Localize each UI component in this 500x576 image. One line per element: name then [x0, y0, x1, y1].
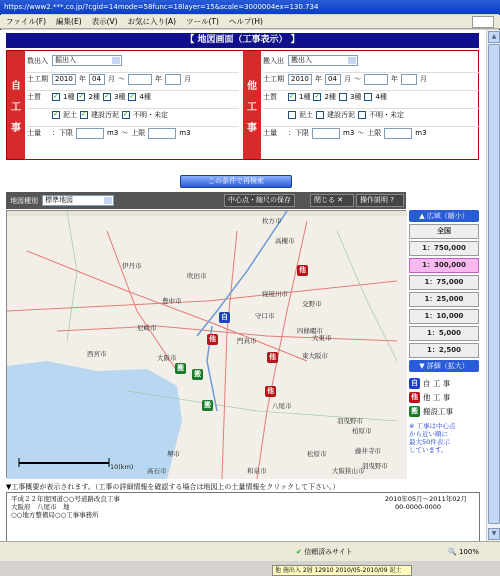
city-label: 豊中市	[162, 297, 182, 305]
start-year-input[interactable]: 2010	[288, 74, 312, 85]
end-month-input[interactable]	[165, 74, 181, 85]
filter-row-label: 土量	[27, 129, 41, 137]
max-volume-input[interactable]	[384, 128, 412, 139]
soil-checkbox-label: 4種	[375, 93, 387, 101]
soil-checkbox[interactable]	[103, 93, 111, 101]
filter-row-label: 土質	[27, 93, 41, 101]
city-label: 大阪市	[157, 354, 177, 362]
max-label: 上限	[131, 129, 146, 137]
scale-option[interactable]: 1：2,500	[409, 343, 479, 358]
menu-edit[interactable]: 編集(E)	[56, 17, 82, 26]
filter-row	[263, 126, 479, 139]
soil-checkbox[interactable]	[288, 93, 296, 101]
start-month-input[interactable]: 04	[89, 74, 105, 85]
soil-checkbox[interactable]	[364, 93, 372, 101]
soil-checkbox[interactable]	[128, 93, 136, 101]
legend-label: 自 工 事	[423, 378, 451, 388]
range-tilde: ～	[357, 129, 365, 137]
work-type-select[interactable]: 搬出入	[288, 55, 358, 66]
min-label: ：下限	[288, 129, 309, 137]
city-label: 松原市	[307, 450, 327, 458]
max-label: 上限	[367, 129, 382, 137]
trusted-site-label: 信頼済みサイト	[304, 548, 353, 556]
city-label: 柏原市	[352, 427, 372, 435]
page-title: 【 地図画面（工事表示） 】	[6, 33, 479, 48]
menu-file[interactable]: ファイル(F)	[6, 17, 47, 26]
min-volume-input[interactable]	[312, 128, 340, 139]
soil-checkbox-label: 1種	[299, 93, 311, 101]
month-unit: 月	[108, 75, 115, 83]
city-label: 守口市	[255, 312, 275, 320]
soil-checkbox-label: 2種	[324, 93, 336, 101]
city-label: 枚方市	[262, 217, 282, 225]
scale-option[interactable]: 1：25,000	[409, 292, 479, 307]
soil-checkbox[interactable]	[52, 111, 60, 119]
month-unit: 月	[420, 75, 427, 83]
end-month-input[interactable]	[401, 74, 417, 85]
year-unit: 年	[155, 75, 162, 83]
other-work-label	[243, 51, 261, 159]
city-label: 大東市	[312, 334, 332, 342]
soil-checkbox-label: 4種	[139, 93, 151, 101]
month-unit: 月	[184, 75, 191, 83]
filter-row-label: 数出入	[27, 56, 48, 65]
soil-checkbox-label: 1種	[63, 93, 75, 101]
zoom-level[interactable]	[448, 545, 479, 559]
side-label-char: 工	[247, 101, 257, 113]
close-label: 閉じる	[314, 196, 335, 204]
city-label: 高槻市	[275, 237, 295, 245]
work-type-select[interactable]: 掘出入	[52, 55, 122, 66]
end-year-input[interactable]	[364, 74, 388, 85]
city-label: 門真市	[237, 337, 257, 345]
city-label: 尼崎市	[137, 324, 157, 332]
side-label-char: 自	[11, 80, 21, 92]
filter-panel	[6, 50, 479, 160]
map-marker-other[interactable]: 他	[267, 387, 274, 395]
legend-item	[409, 376, 479, 390]
city-label: 伊丹市	[122, 262, 142, 270]
volume-unit: m3	[343, 129, 355, 137]
map-marker-other[interactable]: 他	[209, 335, 216, 343]
filter-row	[27, 72, 239, 85]
city-label: 羽曳野市	[337, 417, 363, 425]
legend-marker-icon: 他	[411, 392, 418, 401]
map-marker-own[interactable]: 自	[221, 313, 228, 321]
info-title: ▼工事概要が表示されます。（工事の詳細情報を確認する場合は地図上の土量情報をクリックして下さい。）	[6, 483, 340, 491]
city-label: 八尾市	[272, 402, 292, 410]
side-label-char: 工	[11, 101, 21, 113]
soil-checkbox-label: 建設汚泥	[327, 111, 355, 119]
filter-row	[27, 54, 239, 67]
filter-row-label: 土工期	[27, 75, 48, 83]
filter-row	[263, 54, 479, 67]
range-tilde: ～	[354, 75, 361, 83]
city-label: 寝屋川市	[262, 290, 288, 298]
filter-row-label: 土量	[263, 129, 277, 137]
windows-logo-icon	[472, 16, 494, 28]
question-icon: ?	[388, 196, 394, 204]
menu-help[interactable]: ヘルプ(H)	[228, 17, 263, 26]
soil-checkbox-label: 3種	[113, 93, 126, 101]
scale-option[interactable]: 1：750,000	[409, 241, 479, 256]
scale-option[interactable]: 1：10,000	[409, 309, 479, 324]
filter-row	[263, 90, 479, 103]
work-period: 2010年05月～2011年02月	[384, 495, 467, 503]
soil-checkbox[interactable]	[313, 93, 321, 101]
work-location: 大阪府 八尾市 地	[11, 503, 70, 511]
soil-checkbox-label: 3種	[349, 93, 362, 101]
min-volume-input[interactable]	[76, 128, 104, 139]
map-type-label: 地図種別	[10, 196, 38, 205]
map-legend	[409, 376, 479, 418]
filter-row-label: 土質	[263, 93, 277, 101]
zoom-icon: 🔍	[448, 548, 457, 556]
range-tilde: ～	[121, 129, 129, 137]
side-label-char: 他	[247, 80, 257, 92]
soil-checkbox-label: 2種	[88, 93, 100, 101]
city-label: 堺市	[167, 450, 180, 458]
scroll-thumb[interactable]	[488, 44, 500, 524]
volume-unit: m3	[415, 129, 427, 137]
other-work-filter	[243, 51, 479, 159]
legend-item	[409, 404, 479, 418]
trusted-site-status	[296, 545, 353, 559]
help-button[interactable]	[356, 194, 404, 207]
city-label: 羽曳野市	[362, 462, 388, 470]
filter-row-label: 搬入出	[263, 56, 284, 65]
address-bar[interactable]: https://www2.***.co.jp/?cgid=14mode=58func=18layer=15&scale=3000004ex=130.734	[0, 0, 500, 14]
close-button[interactable]	[310, 194, 354, 207]
status-bar	[0, 541, 500, 561]
soil-checkbox-label: 建設汚泥	[91, 111, 119, 119]
zoom-out-button[interactable]: ▲ 広域（縮小）	[409, 210, 479, 222]
start-month-input[interactable]: 04	[325, 74, 341, 85]
map-marker-transport[interactable]: 搬	[204, 401, 211, 409]
end-year-input[interactable]	[128, 74, 152, 85]
legend-item	[409, 390, 479, 404]
filter-row	[263, 108, 479, 121]
work-code: 00-0000-0000	[394, 503, 441, 511]
re-search-button[interactable]: この条件で再検索	[180, 175, 292, 188]
city-label: 大阪狭山市	[332, 467, 365, 475]
note-line: ※ 工事は中心点	[409, 422, 456, 430]
legend-label: 搬設工事	[423, 406, 453, 416]
zoom-in-button[interactable]: ▼ 詳細（拡大）	[409, 360, 479, 372]
soil-checkbox[interactable]	[316, 111, 324, 119]
city-label: 四條畷市	[297, 327, 323, 335]
min-label: ：下限	[52, 129, 73, 137]
menu-bar	[0, 15, 500, 29]
soil-checkbox[interactable]	[122, 111, 130, 119]
scale-option[interactable]: 1：300,000	[409, 258, 479, 273]
scroll-down-icon[interactable]: ▼	[488, 528, 500, 540]
side-label-char: 事	[11, 122, 21, 134]
soil-checkbox-label: 泥土	[63, 111, 77, 119]
filter-row	[27, 90, 239, 103]
note-line: から近い順に	[409, 430, 448, 438]
filter-row-label: 土工期	[263, 75, 284, 83]
city-label: 高石市	[147, 467, 167, 475]
city-label: 藤井寺市	[355, 447, 381, 455]
scale-option[interactable]: 1：5,000	[409, 326, 479, 341]
map-marker-other[interactable]: 他	[269, 353, 276, 361]
scale-panel	[409, 210, 479, 478]
map-marker-transport[interactable]: 搬	[177, 364, 184, 372]
volume-unit: m3	[107, 129, 119, 137]
city-label: 交野市	[302, 300, 322, 308]
month-unit: 月	[344, 75, 351, 83]
soil-checkbox-label: 泥土	[299, 111, 313, 119]
help-label: 操作説明	[360, 196, 388, 204]
work-name: 平成２２年度国道○○号道路改良工事	[11, 495, 120, 503]
map-background	[7, 211, 407, 479]
city-label: 西宮市	[87, 350, 107, 358]
note-line: しています。	[409, 446, 448, 454]
soil-checkbox[interactable]	[358, 111, 366, 119]
max-volume-input[interactable]	[148, 128, 176, 139]
city-label: 和泉市	[247, 467, 267, 475]
volume-unit: m3	[179, 129, 191, 137]
legend-label: 他 工 事	[423, 392, 451, 402]
filter-row	[27, 126, 239, 139]
start-year-input[interactable]: 2010	[52, 74, 76, 85]
own-work-filter	[7, 51, 239, 159]
legend-note	[409, 422, 479, 454]
legend-marker-icon: 自	[411, 378, 418, 387]
map-tooltip[interactable]: 他 施出入 2層 12910 2010/05-2010/09 泥土	[272, 565, 412, 576]
year-unit: 年	[315, 75, 322, 83]
scroll-up-icon[interactable]: ▲	[488, 31, 500, 43]
check-icon: ✔	[296, 548, 302, 556]
map-marker-transport[interactable]: 搬	[194, 370, 201, 378]
scale-bar-label: 10(km)	[110, 463, 134, 471]
close-icon: ✕	[335, 196, 344, 204]
city-label: 吹田市	[187, 272, 207, 280]
soil-checkbox[interactable]	[52, 93, 60, 101]
menu-view[interactable]: 表示(V)	[91, 17, 118, 26]
soil-checkbox[interactable]	[288, 111, 296, 119]
soil-checkbox[interactable]	[339, 93, 347, 101]
save-center-scale-button[interactable]: 中心点・縮尺の保存	[224, 194, 295, 207]
scale-option[interactable]: 全国	[409, 224, 479, 239]
year-unit: 年	[391, 75, 398, 83]
filter-row	[27, 108, 239, 121]
city-label: 東大阪市	[302, 352, 328, 360]
side-label-char: 事	[247, 122, 257, 134]
menu-tools[interactable]: ツール(T)	[186, 17, 219, 26]
zoom-value: 100%	[458, 548, 479, 556]
map-marker-other[interactable]: 他	[299, 266, 306, 274]
own-work-label	[7, 51, 25, 159]
soil-checkbox[interactable]	[77, 93, 85, 101]
note-line: 最大50件表示	[409, 438, 450, 446]
range-tilde: ～	[118, 75, 125, 83]
soil-checkbox-label: 不明・未定	[133, 111, 168, 119]
menu-favorites[interactable]: お気に入り(A)	[127, 17, 177, 26]
work-office: ○○地方整備局○○工事事務所	[11, 511, 99, 519]
scale-option[interactable]: 1：75,000	[409, 275, 479, 290]
legend-marker-icon: 搬	[411, 406, 418, 415]
vertical-scrollbar[interactable]	[486, 30, 500, 541]
soil-checkbox[interactable]	[80, 111, 88, 119]
soil-checkbox-label: 不明・未定	[369, 111, 404, 119]
filter-row	[263, 72, 479, 85]
map-type-select[interactable]: 標準地図	[42, 195, 114, 206]
year-unit: 年	[79, 75, 86, 83]
